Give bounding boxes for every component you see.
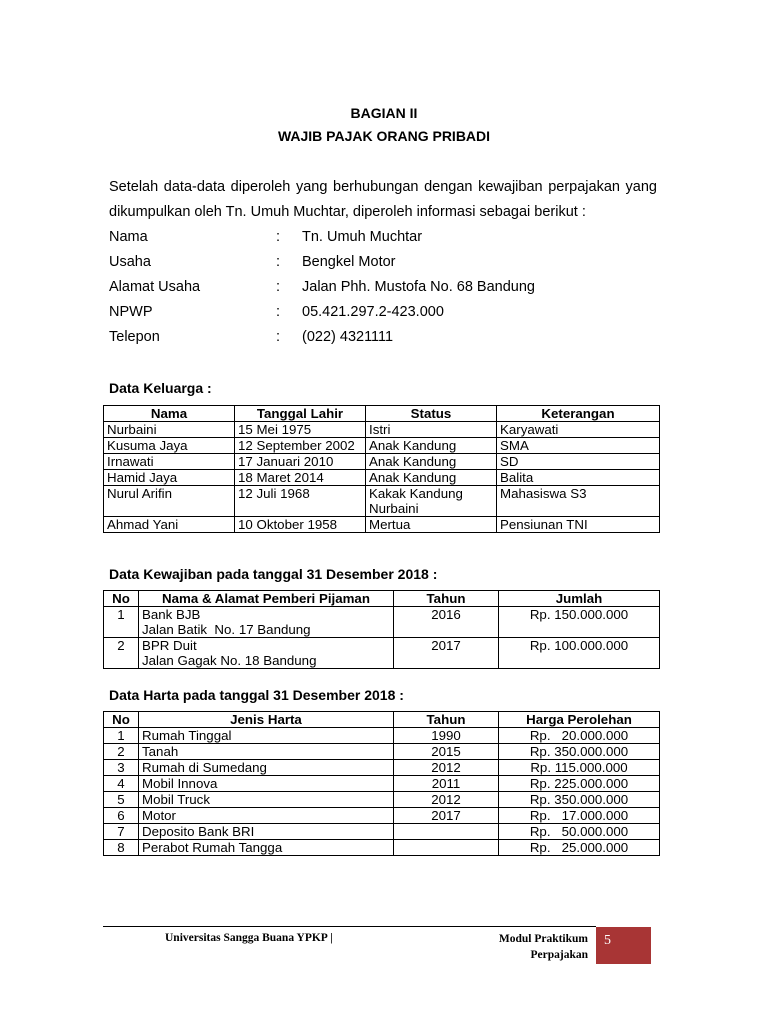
table-cell: Karyawati [497, 422, 660, 438]
lender-name: Bank BJB [142, 607, 201, 622]
table-cell: Anak Kandung [366, 470, 497, 486]
table-row [104, 607, 660, 638]
table-cell: 1 [104, 728, 139, 744]
info-colon: : [276, 254, 281, 270]
table-cell: 2017 [394, 638, 499, 669]
table-row [104, 840, 660, 856]
table-cell: Perabot Rumah Tangga [139, 840, 394, 856]
table-cell: Nurbaini [104, 422, 235, 438]
column-header: Nama & Alamat Pemberi Pijaman [139, 591, 394, 607]
column-header: Harga Perolehan [499, 712, 660, 728]
table-cell [139, 607, 394, 638]
info-row-usaha [109, 250, 669, 275]
table-cell: Rp. 350.000.000 [499, 744, 660, 760]
column-header: Nama [104, 406, 235, 422]
info-row-npwp [109, 300, 669, 325]
table-cell: Rp. 17.000.000 [499, 808, 660, 824]
harta-title: Data Harta pada tanggal 31 Desember 2018 : [109, 687, 404, 703]
table-cell: Pensiunan TNI [497, 517, 660, 533]
column-header: Tahun [394, 591, 499, 607]
table-cell: 2 [104, 744, 139, 760]
table-row [104, 454, 660, 470]
table-cell: 8 [104, 840, 139, 856]
lender-address: Jalan Gagak No. 18 Bandung [142, 653, 317, 668]
footer-module [450, 931, 588, 963]
table-cell: 2012 [394, 792, 499, 808]
column-header: Tahun [394, 712, 499, 728]
info-value: Jalan Phh. Mustofa No. 68 Bandung [302, 279, 535, 295]
table-cell: 6 [104, 808, 139, 824]
table-cell: Rp. 20.000.000 [499, 728, 660, 744]
table-row [104, 638, 660, 669]
table-cell: Mobil Innova [139, 776, 394, 792]
page-number-box [596, 927, 651, 964]
info-value: Tn. Umuh Muchtar [302, 229, 423, 245]
table-cell: 12 September 2002 [235, 438, 366, 454]
info-row-telepon [109, 325, 669, 350]
info-value: (022) 4321111 [302, 329, 394, 345]
table-cell: 7 [104, 824, 139, 840]
table-cell: Rp. 115.000.000 [499, 760, 660, 776]
table-cell: 12 Juli 1968 [235, 486, 366, 517]
table-cell: SD [497, 454, 660, 470]
table-cell: 10 Oktober 1958 [235, 517, 366, 533]
table-cell: Rp. 350.000.000 [499, 792, 660, 808]
column-header: No [104, 591, 139, 607]
section-heading: BAGIAN II [350, 105, 418, 121]
table-header-row [104, 712, 660, 728]
footer-divider [103, 926, 596, 927]
info-label: Usaha [109, 254, 151, 270]
page-title: WAJIB PAJAK ORANG PRIBADI [277, 128, 491, 144]
lender-name: BPR Duit [142, 638, 197, 653]
table-row [104, 438, 660, 454]
table-cell: 3 [104, 760, 139, 776]
table-cell: Mobil Truck [139, 792, 394, 808]
table-cell: Rp. 25.000.000 [499, 840, 660, 856]
table-cell [394, 824, 499, 840]
table-cell: 17 Januari 2010 [235, 454, 366, 470]
column-header: No [104, 712, 139, 728]
info-value: Bengkel Motor [302, 254, 396, 270]
kewajiban-table [103, 590, 660, 669]
table-row [104, 792, 660, 808]
info-row-nama [109, 225, 669, 250]
info-row-alamat [109, 275, 669, 300]
info-colon: : [276, 229, 281, 245]
table-row [104, 776, 660, 792]
table-cell: Rp. 50.000.000 [499, 824, 660, 840]
harta-table [103, 711, 660, 856]
info-colon: : [276, 279, 281, 295]
table-row [104, 517, 660, 533]
table-cell: Tanah [139, 744, 394, 760]
info-label: Alamat Usaha [109, 279, 201, 295]
table-cell: Rumah di Sumedang [139, 760, 394, 776]
table-cell: 2017 [394, 808, 499, 824]
table-cell: Motor [139, 808, 394, 824]
table-cell: Rp. 150.000.000 [499, 607, 660, 638]
table-cell: Mahasiswa S3 [497, 486, 660, 517]
column-header: Jumlah [499, 591, 660, 607]
table-cell: 15 Mei 1975 [235, 422, 366, 438]
info-label: Nama [109, 229, 148, 245]
column-header: Tanggal Lahir [235, 406, 366, 422]
table-row [104, 486, 660, 517]
table-cell: 2015 [394, 744, 499, 760]
table-cell: Nurul Arifin [104, 486, 235, 517]
column-header: Jenis Harta [139, 712, 394, 728]
lender-address: Jalan Batik No. 17 Bandung [142, 622, 311, 637]
table-row [104, 808, 660, 824]
table-cell: Anak Kandung [366, 438, 497, 454]
table-row [104, 422, 660, 438]
table-header-row [104, 591, 660, 607]
table-cell: Rumah Tinggal [139, 728, 394, 744]
page-number: 5 [604, 933, 611, 948]
kewajiban-title: Data Kewajiban pada tanggal 31 Desember 2018 : [109, 566, 438, 582]
table-cell: 2016 [394, 607, 499, 638]
table-cell: Hamid Jaya [104, 470, 235, 486]
table-cell: Anak Kandung [366, 454, 497, 470]
table-row [104, 728, 660, 744]
keluarga-title: Data Keluarga : [109, 380, 212, 396]
table-cell: 2012 [394, 760, 499, 776]
info-value: 05.421.297.2-423.000 [302, 304, 444, 320]
table-cell: SMA [497, 438, 660, 454]
table-cell [139, 638, 394, 669]
table-row [104, 744, 660, 760]
footer-module-line1: Modul Praktikum [498, 933, 588, 945]
table-cell: Rp. 225.000.000 [499, 776, 660, 792]
table-cell: Ahmad Yani [104, 517, 235, 533]
intro-paragraph: Setelah data-data diperoleh yang berhubungan dengan kewajiban perpajakan yang dikumpulkan oleh Tn. Umuh Muchtar, diperoleh informasi sebagai berikut : [109, 179, 657, 220]
info-colon: : [276, 304, 281, 320]
column-header: Keterangan [497, 406, 660, 422]
table-cell: Mertua [366, 517, 497, 533]
table-cell: Rp. 100.000.000 [499, 638, 660, 669]
table-cell: Irnawati [104, 454, 235, 470]
table-cell: 4 [104, 776, 139, 792]
table-cell: Kusuma Jaya [104, 438, 235, 454]
table-cell: 2 [104, 638, 139, 669]
footer-university: Universitas Sangga Buana YPKP | [165, 932, 333, 944]
info-colon: : [276, 329, 281, 345]
table-cell [394, 840, 499, 856]
keluarga-table [103, 405, 660, 533]
info-label: Telepon [109, 329, 160, 345]
info-label: NPWP [109, 304, 153, 320]
table-cell: 1990 [394, 728, 499, 744]
table-header-row [104, 406, 660, 422]
table-cell: Balita [497, 470, 660, 486]
table-cell: 1 [104, 607, 139, 638]
footer-module-line2: Perpajakan [530, 949, 588, 961]
column-header: Status [366, 406, 497, 422]
table-cell: 5 [104, 792, 139, 808]
table-cell: 18 Maret 2014 [235, 470, 366, 486]
table-row [104, 824, 660, 840]
table-cell: Kakak Kandung Nurbaini [366, 486, 497, 517]
table-row [104, 470, 660, 486]
table-cell: Istri [366, 422, 497, 438]
table-cell: Deposito Bank BRI [139, 824, 394, 840]
table-cell: 2011 [394, 776, 499, 792]
table-row [104, 760, 660, 776]
